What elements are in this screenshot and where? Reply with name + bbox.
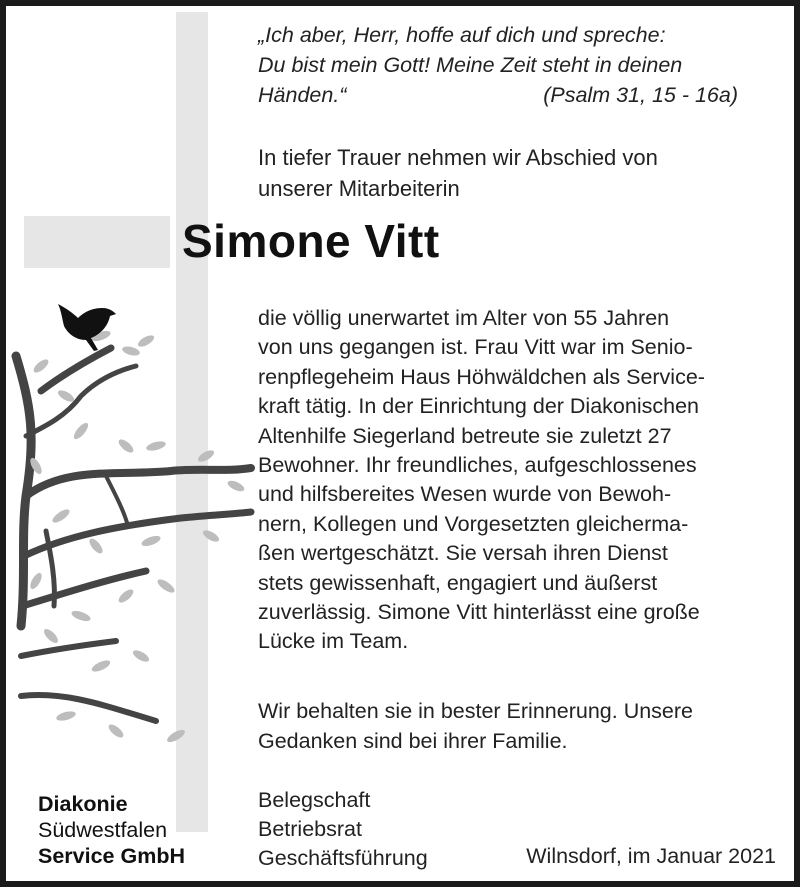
body-line: kraft tätig. In der Einrichtung der Diakonischen [258,394,699,419]
body-line: und hilfsbereites Wesen wurde von Bewoh- [258,482,672,507]
body-line: Lücke im Team. [258,629,409,654]
signer: Betriebsrat [258,817,362,841]
intro-line: In tiefer Trauer nehmen wir Abschied von [258,145,658,170]
body-line: nern, Kollegen und Vorgesetzten gleicherma- [258,511,689,536]
signers-list [258,786,428,873]
body-line: die völlig unerwartet im Alter von 55 Jahren [258,306,670,330]
org-line: Diakonie [38,792,128,816]
obituary-body [258,304,778,657]
branch-with-bird-icon [6,296,256,756]
closing-line: Gedanken sind bei ihrer Familie. [258,729,568,753]
bird-icon [58,304,116,351]
body-line: von uns gegangen ist. Frau Vitt war im Senio- [258,335,693,360]
org-line: Service GmbH [38,844,185,868]
intro-line: unserer Mitarbeiterin [258,176,460,201]
verse-line: Du bist mein Gott! Meine Zeit steht in deinen [258,53,683,77]
body-line: zuverlässig. Simone Vitt hinterlässt eine große [258,600,700,625]
closing-text [258,696,778,756]
body-line: Altenhilfe Siegerland betreute sie zuletzt 27 [258,423,672,448]
body-line: stets gewissenhaft, engagiert und äußerst [258,570,658,595]
body-line: Bewohner. Ihr freundliches, aufgeschlossenes [258,453,697,478]
verse-line: Händen.“ [258,83,347,107]
organization-logo [38,791,185,869]
closing-line: Wir behalten sie in bester Erinnerung. Unsere [258,699,693,723]
verse-source: (Psalm 31, 15 - 16a) [543,83,738,107]
signer: Belegschaft [258,788,371,812]
org-line: Südwestfalen [38,818,168,842]
body-line: ßen wertgeschätzt. Sie versah ihren Dienst [258,541,668,566]
verse-line: „Ich aber, Herr, hoffe auf dich und spreche: [258,23,666,47]
body-line: renpflegeheim Haus Höhwäldchen als Service- [258,364,705,389]
cross-arm [24,216,170,268]
intro-text [258,142,758,204]
place-date: Wilnsdorf, im Januar 2021 [526,844,776,868]
bible-verse [258,20,738,110]
deceased-name: Simone Vitt [182,215,440,267]
signer: Geschäftsführung [258,846,428,870]
